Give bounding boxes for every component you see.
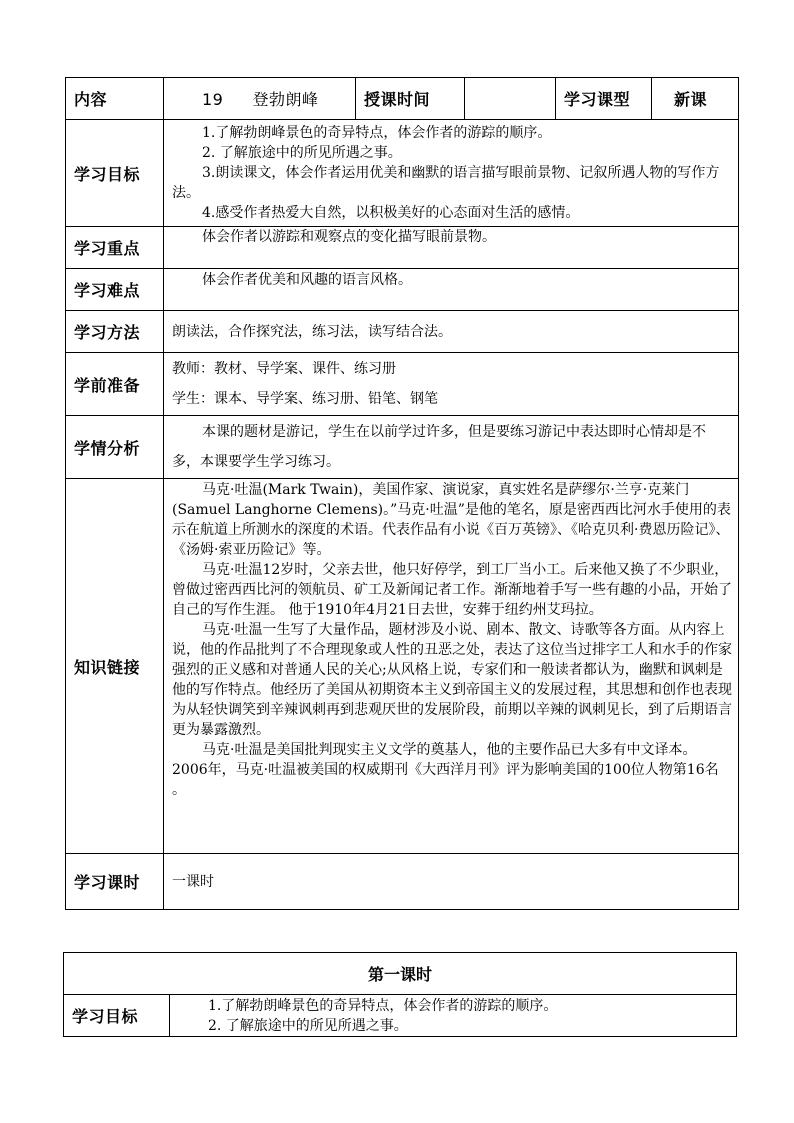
objective-item: 2. 了解旅途中的所见所遇之事。 <box>208 1017 408 1034</box>
knowledge-paragraph: 马克·吐温是美国批判现实主义文学的奠基人，他的主要作品已大多有中文译本。2006年，马克·吐温被美国的权威期刊《大西洋月刊》评为影响美国的100位人物第16名 。 <box>172 742 719 798</box>
analysis-content <box>164 416 739 479</box>
objectives-row <box>66 120 739 227</box>
type-value: 新课 <box>652 78 739 120</box>
time-label: 授课时间 <box>356 78 465 120</box>
analysis-text: 本课的题材是游记，学生在以前学过许多，但是要练习游记中表达即时心情却是不多，本课要学生学习练习。 <box>172 424 706 470</box>
lesson-number: 19 <box>202 90 224 109</box>
methods-text: 朗读法，合作探究法，练习法，读写结合法。 <box>172 323 452 340</box>
analysis-label: 学情分析 <box>66 416 164 479</box>
first-lesson-objectives-row <box>64 995 737 1037</box>
key-points-label: 学习重点 <box>66 227 164 269</box>
first-lesson-table <box>63 952 737 1037</box>
key-points-text: 体会作者以游踪和观察点的变化描写眼前景物。 <box>202 229 496 245</box>
type-label: 学习课型 <box>556 78 652 120</box>
preparation-row <box>66 353 739 416</box>
knowledge-paragraph: 马克·吐温一生写了大量作品，题材涉及小说、剧本、散文、诗歌等各方面。从内容上说，他的作品批判了不合理现象或人性的丑恶之处，表达了这位当过排字工人和水手的作家强烈的正义感和对普通人民的关心;从风格上说，专家们和一般读者都认为，幽默和讽刺是他的写作特点。他经历了美国从初期资本主义到帝国主义的发展过程，其思想和创作也表现为从轻快调笑到辛辣讽刺再到悲观厌世的发展阶段，前期以辛辣的讽刺见长，到了后期语言更为暴露激烈。 <box>172 622 732 738</box>
objective-item: 2. 了解旅途中的所见所遇之事。 <box>202 145 402 161</box>
knowledge-paragraph: 马克·吐温12岁时，父亲去世，他只好停学，到工厂当小工。后来他又换了不少职业，曾做过密西西比河的领航员、矿工及新闻记者工作。渐渐地着手写一些有趣的小品，开始了自己的写作生涯。 他于1910年4月21日去世，安葬于纽约州艾玛拉。 <box>172 562 732 618</box>
difficulties-row <box>66 269 739 311</box>
difficulties-label: 学习难点 <box>66 269 164 311</box>
hours-row <box>66 854 739 910</box>
lesson-title: 登勃朗峰 <box>252 90 319 109</box>
hours-text: 一课时 <box>172 873 214 890</box>
preparation-label: 学前准备 <box>66 353 164 416</box>
objective-item: 1.了解勃朗峰景色的奇异特点，体会作者的游踪的顺序。 <box>208 997 558 1014</box>
key-points-content <box>164 227 739 269</box>
first-lesson-title: 第一课时 <box>64 953 737 995</box>
analysis-row <box>66 416 739 479</box>
knowledge-content <box>164 479 739 854</box>
methods-label: 学习方法 <box>66 311 164 353</box>
objective-item: 1.了解勃朗峰景色的奇异特点，体会作者的游踪的顺序。 <box>202 125 552 141</box>
objective-item: 4.感受作者热爱大自然，以积极美好的心态面对生活的感情。 <box>202 205 580 221</box>
difficulties-content <box>164 269 739 311</box>
methods-content <box>164 311 739 353</box>
preparation-teacher: 教师：教材、导学案、课件、练习册 <box>172 361 396 377</box>
knowledge-row <box>66 479 739 854</box>
hours-label: 学习课时 <box>66 854 164 910</box>
preparation-content <box>164 353 739 416</box>
lesson-title-cell <box>164 78 356 120</box>
knowledge-paragraph: 马克·吐温(Mark Twain)，美国作家、演说家，真实姓名是萨缪尔·兰亨·克莱门(Samuel Langhorne Clemens)。”马克·吐温”是他的笔名，原是密西西比河水手使用的表示在航道上所测水的深度的术语。代表作品有小说《百万英镑》、《哈克贝利·费恩历险记》、《汤姆·索亚历险记》等。 <box>172 482 731 558</box>
methods-row <box>66 311 739 353</box>
first-lesson-title-row <box>64 953 737 995</box>
header-row <box>66 78 739 120</box>
preparation-student: 学生：课本、导学案、练习册、铅笔、钢笔 <box>172 391 438 407</box>
objective-item: 3.朗读课文，体会作者运用优美和幽默的语言描写眼前景物、记叙所遇人物的写作方法。 <box>172 165 720 201</box>
key-points-row <box>66 227 739 269</box>
objectives-content <box>164 120 739 227</box>
lesson-plan-table <box>65 77 739 910</box>
time-value <box>465 78 556 120</box>
first-lesson-objectives-label: 学习目标 <box>64 995 170 1037</box>
hours-content <box>164 854 739 910</box>
knowledge-label: 知识链接 <box>66 479 164 854</box>
difficulties-text: 体会作者优美和风趣的语言风格。 <box>202 272 412 288</box>
objectives-label: 学习目标 <box>66 120 164 227</box>
content-label: 内容 <box>66 78 164 120</box>
first-lesson-objectives-content <box>170 995 737 1037</box>
